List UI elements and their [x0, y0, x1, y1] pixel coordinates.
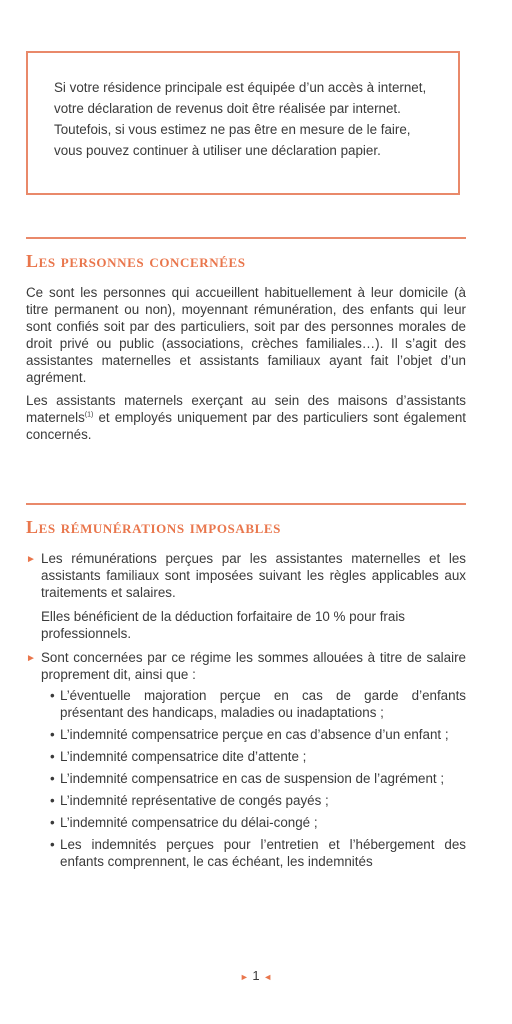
section-personnes-concernees [26, 237, 466, 443]
paragraph: Elles bénéficient de la déduction forfaitaire de 10 % pour frais professionnels. [41, 609, 405, 641]
page-number [0, 968, 512, 983]
bullet-dot-icon: • [50, 688, 55, 703]
section-title: Les personnes concernées [26, 251, 246, 271]
section-remunerations-imposables [26, 503, 466, 875]
paragraph-text: et employés uniquement par des particuliers sont également concernés. [26, 410, 466, 442]
bullet-dot-icon: • [50, 727, 55, 742]
section-rule [26, 237, 466, 239]
bullet-dot-icon: • [50, 837, 55, 852]
bullet-text: Les rémunérations perçues par les assistantes maternelles et les assistants familiaux sont imposées suivant les règles applicables aux traitements et salaires. [41, 551, 466, 600]
sub-list [50, 687, 466, 870]
section-body [26, 284, 466, 443]
arrow-right-icon: ► [239, 972, 249, 982]
bullet-item [26, 550, 466, 601]
section-title: Les rémunérations imposables [26, 517, 281, 537]
section-rule [26, 503, 466, 505]
notice-box [26, 51, 460, 195]
bullet-text: Sont concernées par ce régime les sommes allouées à titre de salaire proprement dit, ainsi que : [41, 650, 466, 682]
sub-list-item: • L’indemnité compensatrice en cas de suspension de l’agrément ; [50, 771, 445, 786]
notice-text: Si votre résidence principale est équipée d’un accès à internet, votre déclaration de revenus doit être réalisée par internet. Toutefois, si vous estimez ne pas être en mesure de le faire, vous pouvez continuer à utiliser une déclaration papier. [54, 80, 427, 158]
bullet-dot-icon: • [50, 749, 55, 764]
paragraph: Ce sont les personnes qui accueillent habituellement à leur domicile (à titre permanent ou non), moyennant rémunération, des enfants qui leur sont confiés soit par des particuliers, soit par des personnes morales de droit privé ou public (associations, crèches familiales…). Il s’agit des assistantes maternelles et assistants familiaux ayant fait l’objet d’un agrément. [26, 285, 466, 385]
sub-list-item: • L’indemnité compensatrice dite d’attente ; [50, 749, 307, 764]
bullet-dot-icon: • [50, 771, 55, 786]
sub-list-item: • L’indemnité représentative de congés payés ; [50, 793, 329, 808]
paragraph [26, 392, 466, 443]
section-body [26, 550, 466, 870]
arrow-left-icon: ◄ [263, 972, 273, 982]
arrow-bullet-icon: ► [26, 554, 36, 565]
paragraph-text: Les assistants maternels exerçant au sein des maisons d’assistants maternels [26, 393, 466, 425]
bullet-item [26, 649, 466, 683]
bullet-dot-icon: • [50, 815, 55, 830]
sub-list-item: • L’indemnité compensatrice perçue en cas d’absence d’un enfant ; [50, 727, 449, 742]
sub-list-item: • L’éventuelle majoration perçue en cas de garde d’enfants présentant des handicaps, maladies ou inadaptations ; [50, 688, 466, 720]
footnote-ref: (1) [84, 411, 94, 419]
arrow-bullet-icon: ► [26, 653, 36, 664]
sub-list-item: • L’indemnité compensatrice du délai-congé ; [50, 815, 318, 830]
sub-list-item: • Les indemnités perçues pour l’entretien et l’hébergement des enfants comprennent, le cas échéant, les indemnités [50, 837, 466, 869]
page-number-text: 1 [252, 968, 260, 983]
bullet-dot-icon: • [50, 793, 55, 808]
